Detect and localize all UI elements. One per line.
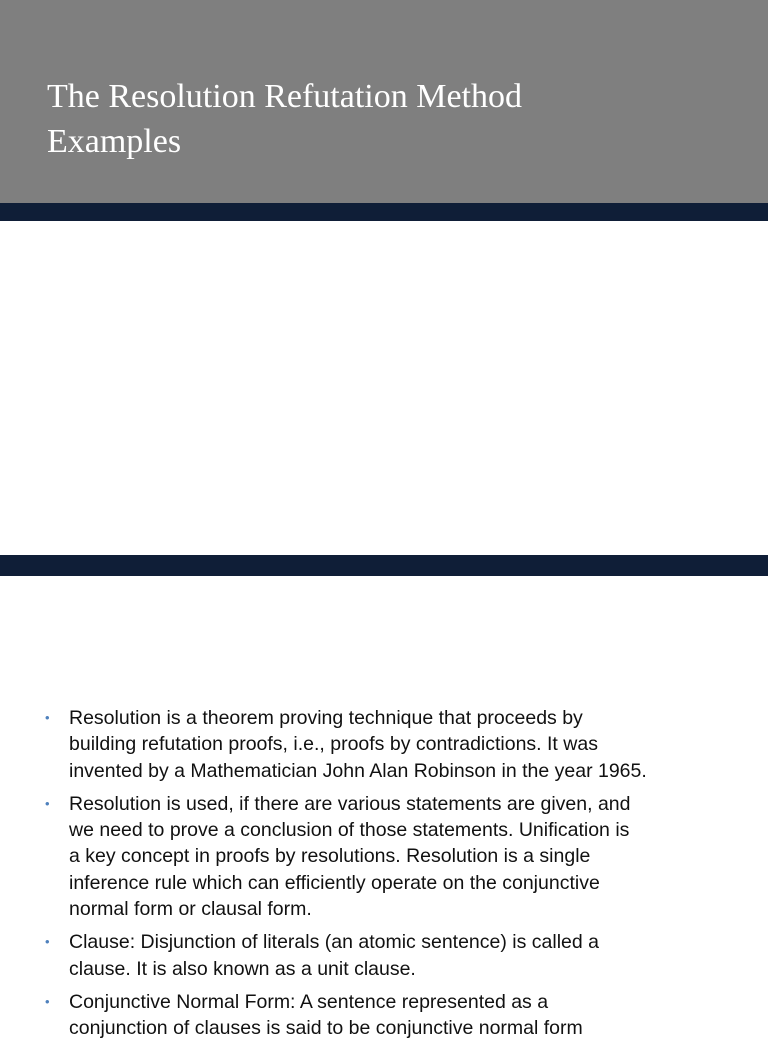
bullet-item-resolution-definition [0, 705, 768, 784]
bullet-text-line: conjunction of clauses is said to be conjunctive normal form [69, 1017, 583, 1040]
bullet-text-line: invented by a Mathematician John Alan Robinson in the year 1965. [69, 759, 647, 782]
bottom-navy-divider [0, 555, 768, 576]
bullet-text-line: we need to prove a conclusion of those statements. Unification is [69, 819, 630, 842]
bullet-text-line: Resolution is a theorem proving technique that proceeds by [69, 707, 583, 729]
bullet-icon: • [45, 934, 50, 950]
bullet-item-cnf [0, 989, 768, 1042]
bullet-text-line: normal form or clausal form. [69, 898, 312, 921]
bullet-text-line: a key concept in proofs by resolutions. Resolution is a single [69, 845, 591, 868]
bullet-text-line: Conjunctive Normal Form: A sentence represented as a [69, 990, 549, 1013]
top-navy-divider [0, 203, 768, 221]
bullet-text-line: Resolution is used, if there are various statements are given, and [69, 792, 631, 815]
bullet-item-resolution-usage [0, 791, 768, 922]
bullet-icon: • [45, 710, 50, 725]
bullet-list [0, 705, 768, 1049]
slide-title-line-2: Examples [47, 123, 182, 160]
bullet-text-line: building refutation proofs, i.e., proofs by contradictions. It was [69, 733, 598, 756]
bullet-text-line: Clause: Disjunction of literals (an atomic sentence) is called a [69, 931, 599, 954]
bullet-text-line: clause. It is also known as a unit clause. [69, 957, 416, 980]
slide-title [47, 74, 747, 164]
title-band [0, 0, 768, 203]
bullet-item-clause [0, 929, 768, 982]
slide-title-line-1: The Resolution Refutation Method [47, 78, 522, 115]
bullet-icon: • [45, 795, 50, 811]
bullet-icon: • [45, 993, 50, 1009]
bullet-text-line: inference rule which can efficiently operate on the conjunctive [69, 871, 600, 894]
